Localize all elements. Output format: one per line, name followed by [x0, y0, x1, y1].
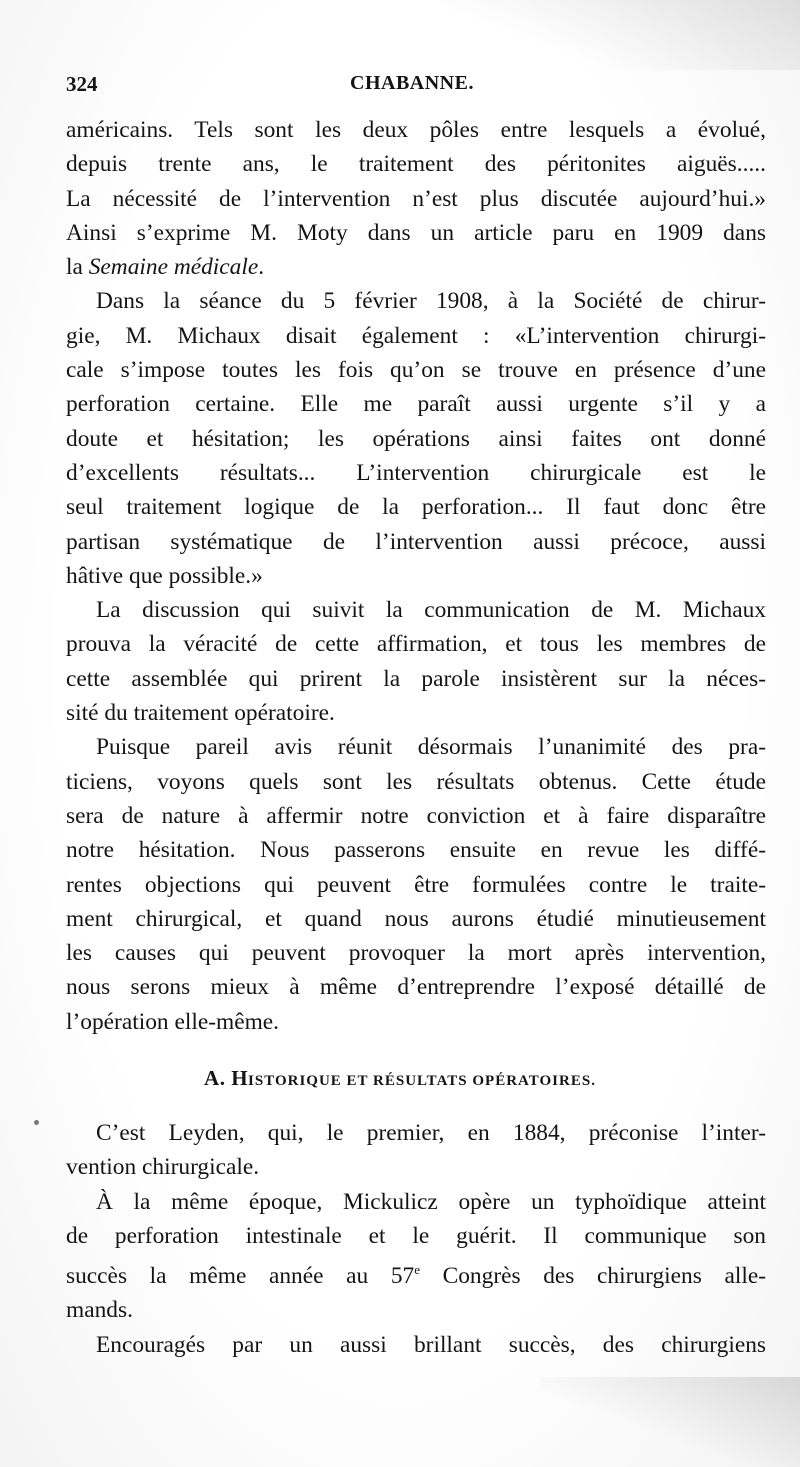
- text-line: mands.: [66, 1297, 133, 1324]
- page-number: 324: [66, 72, 98, 96]
- text-line: gie, M. Michaux disait également : «L’intervention chirurgi-: [66, 322, 766, 349]
- section-heading-smallcaps: ISTORIQUE ET RÉSULTATS OPÉRATOIRES.: [248, 1073, 596, 1089]
- running-title: CHABANNE.: [350, 72, 474, 94]
- section-heading-prefix: A. H: [204, 1066, 249, 1090]
- scan-shadow-top: [440, 0, 800, 70]
- text-line: ticiens, voyons quels sont les résultats obtenus. Cette étude: [66, 768, 766, 795]
- text-line: sité du traitement opératoire.: [66, 700, 335, 727]
- text-fragment: la Semaine médicale.: [66, 254, 265, 281]
- text-line: Ainsi s’exprime M. Moty dans un article paru en 1909 dans: [66, 219, 766, 246]
- text-line: de perforation intestinale et le guérit. Il communique son: [66, 1222, 766, 1249]
- text-line: ment chirurgical, et quand nous aurons étudié minutieusement: [66, 905, 766, 932]
- journal-title: Semaine médicale: [88, 254, 259, 281]
- text-line: La nécessité de l’intervention n’est plus discutée aujourd’hui.»: [66, 185, 766, 212]
- text-line: nous serons mieux à même d’entreprendre l’exposé détaillé de: [66, 974, 766, 1001]
- text-line: cale s’impose toutes les fois qu’on se trouve en présence d’une: [66, 357, 766, 384]
- text-line: les causes qui peuvent provoquer la mort après intervention,: [66, 940, 766, 967]
- text-line: La discussion qui suivit la communication de M. Michaux: [96, 597, 766, 624]
- text-line: Dans la séance du 5 février 1908, à la Société de chirur-: [96, 288, 766, 315]
- text-line: Encouragés par un aussi brillant succès, des chirurgiens: [96, 1331, 766, 1358]
- text-line: depuis trente ans, le traitement des péritonites aiguës.....: [66, 151, 766, 178]
- text-line: rentes objections qui peuvent être formulées contre le traite-: [66, 871, 766, 898]
- ordinal-superscript: e: [414, 1262, 420, 1278]
- text-line: vention chirurgicale.: [66, 1154, 260, 1181]
- scan-shadow-bottom: [540, 1377, 800, 1467]
- text-line: Puisque pareil avis réunit désormais l’unanimité des pra-: [96, 734, 766, 761]
- text-line: C’est Leyden, qui, le premier, en 1884, préconise l’inter-: [96, 1120, 766, 1146]
- text-line: seul traitement logique de la perforation... Il faut donc être: [66, 494, 766, 521]
- text-line: doute et hésitation; les opérations ainsi faites ont donné: [66, 425, 766, 452]
- section-heading: [0, 1066, 800, 1091]
- text-line-with-superscript: succès la même année au 57e Congrès des chirurgiens alle-: [66, 1262, 766, 1289]
- text-line: prouva la véracité de cette affirmation, et tous les membres de: [66, 631, 766, 658]
- text-line: partisan systématique de l’intervention aussi précoce, aussi: [66, 528, 766, 555]
- text-line: perforation certaine. Elle me paraît aussi urgente s’il y a: [66, 391, 766, 418]
- text-line: américains. Tels sont les deux pôles entre lesquels a évolué,: [66, 117, 766, 143]
- page-header: [66, 72, 758, 102]
- text-line: cette assemblée qui prirent la parole insistèrent sur la néces-: [66, 665, 766, 692]
- text-line: d’excellents résultats... L’intervention chirurgicale est le: [66, 459, 766, 486]
- text-line-with-italic: [66, 250, 766, 284]
- text-line: sera de nature à affermir notre conviction et à faire disparaître: [66, 802, 766, 829]
- body-text-lower: [66, 1116, 766, 1362]
- body-text-upper: [66, 113, 766, 1039]
- text-line: hâtive que possible.»: [66, 562, 263, 589]
- text-line: À la même époque, Mickulicz opère un typhoïdique atteint: [96, 1188, 766, 1215]
- text-line: l’opération elle-même.: [66, 1008, 280, 1035]
- margin-mark: [34, 1120, 39, 1125]
- text-line: notre hésitation. Nous passerons ensuite en revue les diffé-: [66, 837, 766, 864]
